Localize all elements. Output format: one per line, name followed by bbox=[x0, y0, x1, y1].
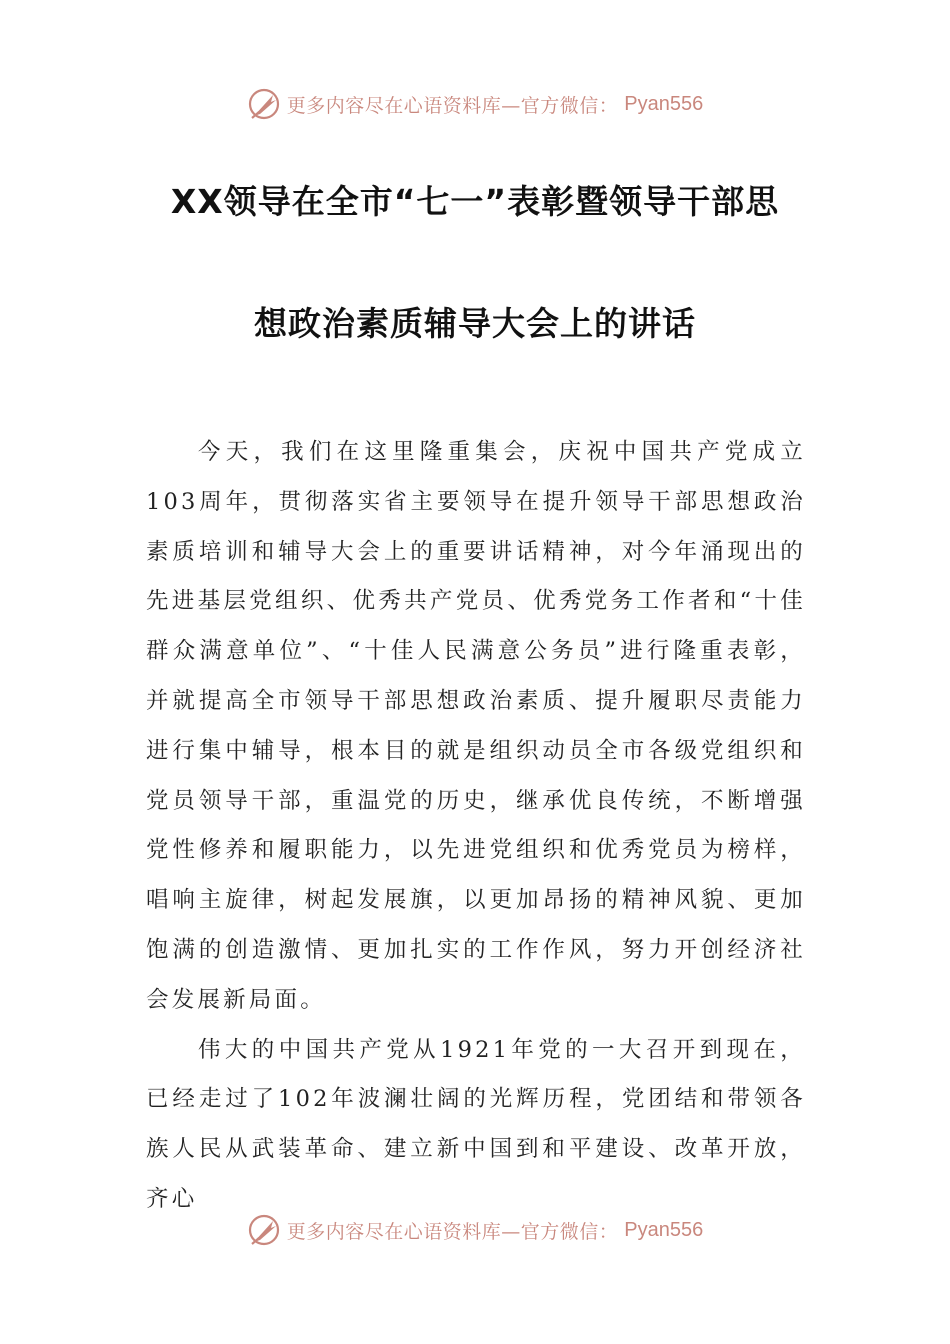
footer-watermark bbox=[0, 1210, 950, 1250]
quill-logo-icon bbox=[247, 87, 281, 121]
watermark-handle: Pyan556 bbox=[624, 1218, 704, 1241]
document-title-line-2: 想政治素质辅导大会上的讲话 bbox=[254, 304, 696, 343]
paragraph: 今天，我们在这里隆重集会，庆祝中国共产党成立103周年，贯彻落实省主要领导在提升领导干部思想政治素质培训和辅导大会上的重要讲话精神，对今年涌现出的先进基层党组织、优秀共产党员、优秀党务工作者和“十佳群众满意单位”、“十佳人民满意公务员”进行隆重表彰，并就提高全市领导干部思想政治素质、提升履职尽责能力进行集中辅导，根本目的就是组织动员全市各级党组织和党员领导干部，重温党的历史，继承优良传统，不断增强党性修养和履职能力，以先进党组织和优秀党员为榜样，唱响主旋律，树起发展旗，以更加昂扬的精神风貌、更加饱满的创造激情、更加扎实的工作作风，努力开创经济社会发展新局面。 bbox=[146, 439, 806, 1013]
quill-logo-icon bbox=[247, 1213, 281, 1247]
watermark-handle: Pyan556 bbox=[624, 92, 704, 115]
document-title-line-1: XX领导在全市“七一”表彰暨领导干部思 bbox=[170, 182, 780, 221]
header-watermark bbox=[0, 84, 950, 124]
watermark-text: 更多内容尽在心语资料库—官方微信： bbox=[286, 94, 619, 117]
paragraph: 伟大的中国共产党从1921年党的一大召开到现在，已经走过了102年波澜壮阔的光辉历程，党团结和带领各族人民从武装革命、建立新中国到和平建设、改革开放，齐心 bbox=[146, 1036, 806, 1212]
document-body bbox=[146, 428, 806, 1225]
watermark-text: 更多内容尽在心语资料库—官方微信： bbox=[286, 1220, 619, 1243]
